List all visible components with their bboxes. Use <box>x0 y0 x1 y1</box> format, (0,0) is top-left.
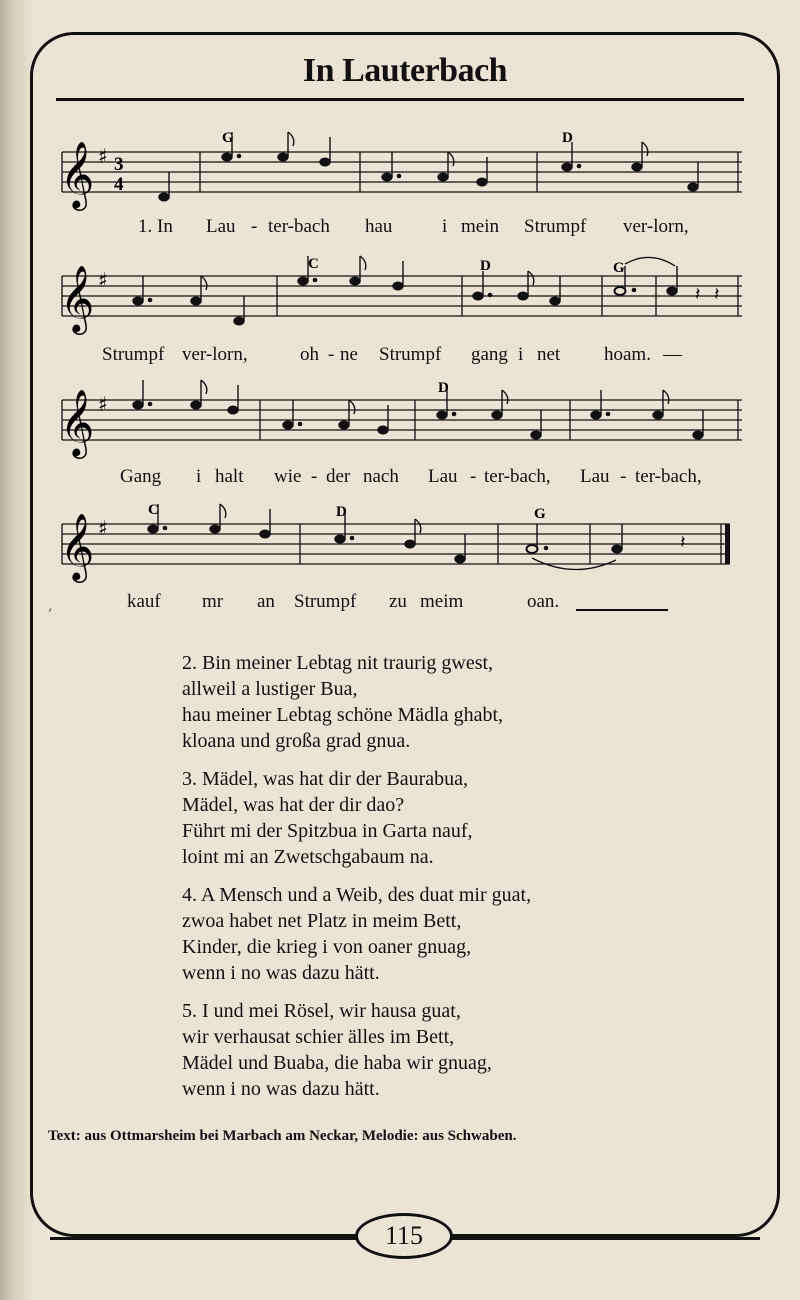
verse-line: wenn i no was dazu hätt. <box>182 1078 380 1100</box>
lyric-syllable: Strumpf <box>379 344 442 365</box>
note <box>222 153 232 161</box>
note <box>477 178 487 186</box>
lyric-syllable: - <box>328 344 335 365</box>
note <box>278 153 288 161</box>
chord-label: G <box>613 260 625 276</box>
lyric-syllable: ver-lorn, <box>623 216 689 237</box>
lyric-syllable: net <box>537 344 561 365</box>
lyric-syllable: i <box>518 344 524 365</box>
treble-clef-icon: 𝄞 <box>60 512 95 580</box>
treble-clef-icon: 𝄞 <box>60 388 95 456</box>
svg-text:𝄽: 𝄽 <box>714 284 720 305</box>
page-number-rule-right <box>448 1237 760 1240</box>
songbook-page <box>10 0 800 1300</box>
lyric-syllable: Gang <box>120 466 162 487</box>
stanzas <box>182 650 742 1114</box>
lyric-syllable: ne <box>340 344 358 365</box>
lyric-syllable: kauf <box>127 591 161 612</box>
lyric-syllable: ter-bach, <box>484 466 551 487</box>
chord-label: C <box>308 256 319 272</box>
lyric-syllable: der <box>326 466 351 487</box>
chord-label: G <box>534 506 546 522</box>
chord-label: D <box>336 504 347 520</box>
note <box>320 158 330 166</box>
lyric-syllable: Lau <box>428 466 458 487</box>
verse-line: 2. Bin meiner Lebtag nit traurig gwest, <box>182 652 494 674</box>
lyric-syllable: wie <box>274 466 302 487</box>
lyric-syllable: an <box>257 591 275 612</box>
song-title: In Lauterbach <box>302 52 508 89</box>
lyric-syllable: - <box>470 466 477 487</box>
lyric-syllable: Lau <box>206 216 236 237</box>
verse-line: kloana und großa grad gnua. <box>182 730 411 752</box>
staff-system-2 <box>50 252 750 342</box>
stanza-4 <box>182 882 742 986</box>
page-number-area <box>30 1213 780 1263</box>
stanza-2 <box>182 650 742 754</box>
stanza-5 <box>182 998 742 1102</box>
svg-text:♯: ♯ <box>98 392 108 416</box>
verse-line: 3. Mädel, was hat dir der Baurabua, <box>182 768 469 790</box>
verse-line: Kinder, die krieg i von oaner gnuag, <box>182 936 472 958</box>
note <box>562 163 572 171</box>
verse-line: wenn i no was dazu hätt. <box>182 962 380 984</box>
song-credit: Text: aus Ottmarsheim bei Marbach am Neckar, Melodie: aus Schwaben. <box>48 1128 517 1144</box>
verse-line: allweil a lustiger Bua, <box>182 678 358 700</box>
staff-system-4 <box>50 500 750 590</box>
lyric-syllable: nach <box>363 466 399 487</box>
verse-line: Mädel und Buaba, die haba wir gnuag, <box>182 1052 492 1074</box>
lyric-syllable: - <box>311 466 318 487</box>
svg-text:♯: ♯ <box>98 516 108 540</box>
chord-label: G <box>222 130 234 146</box>
lyric-syllable: halt <box>215 466 244 487</box>
lyric-syllable: Strumpf <box>102 344 165 365</box>
lyric-extender: — <box>663 344 682 365</box>
lyric-syllable: meim <box>420 591 464 612</box>
verse-line: 4. A Mensch und a Weib, des duat mir guat, <box>182 884 532 906</box>
page-number: 115 <box>355 1213 453 1259</box>
page-number-rule-left <box>50 1237 360 1240</box>
title-rule <box>56 98 744 101</box>
verse-line: zwoa habet net Platz in meim Bett, <box>182 910 462 932</box>
lyric-syllable: ver-lorn, <box>182 344 248 365</box>
svg-text:♯: ♯ <box>98 144 108 168</box>
lyric-syllable: - <box>620 466 627 487</box>
lyric-syllable: - <box>251 216 258 237</box>
lyric-syllable: gang <box>471 344 508 365</box>
note <box>382 173 392 181</box>
chord-label: D <box>562 130 573 146</box>
svg-text:𝄽: 𝄽 <box>680 532 686 553</box>
stanza-3 <box>182 766 742 870</box>
note <box>688 183 698 191</box>
note <box>632 163 642 171</box>
lyric-syllable: ter-bach <box>268 216 330 237</box>
staff-system-1 <box>50 128 750 218</box>
chord-label: D <box>438 380 449 396</box>
verse-line: 5. I und mei Rösel, wir hausa guat, <box>182 1000 461 1022</box>
chord-label: D <box>480 258 491 274</box>
lyric-syllable: oh <box>300 344 319 365</box>
lyric-syllable: mr <box>202 591 224 612</box>
verse-line: Mädel, was hat der dir dao? <box>182 794 405 816</box>
note <box>438 173 448 181</box>
lyric-syllable: Lau <box>580 466 610 487</box>
lyric-syllable: Strumpf <box>294 591 357 612</box>
lyric-syllable: oan. <box>527 591 560 612</box>
time-signature-bottom: 4 <box>114 174 124 195</box>
margin-mark: ‚ <box>48 598 53 614</box>
note <box>159 193 169 201</box>
treble-clef-icon: 𝄞 <box>60 140 95 208</box>
lyric-syllable: 1. In <box>138 216 173 237</box>
lyric-extender-line <box>576 609 668 611</box>
staff-system-3 <box>50 376 750 466</box>
lyric-syllable: hoam. <box>604 344 651 365</box>
verse-line: Führt mi der Spitzbua in Garta nauf, <box>182 820 473 842</box>
lyric-syllable: zu <box>389 591 407 612</box>
lyric-syllable: ter-bach, <box>635 466 702 487</box>
chord-label: C <box>148 502 159 518</box>
treble-clef-icon: 𝄞 <box>60 264 95 332</box>
lyric-syllable: mein <box>461 216 499 237</box>
verse-line: wir verhausat schier älles im Bett, <box>182 1026 455 1048</box>
time-signature-top: 3 <box>114 154 124 175</box>
lyric-syllable: i <box>196 466 202 487</box>
lyric-syllable: hau <box>365 216 393 237</box>
lyric-syllable: i <box>442 216 448 237</box>
verse-line: loint mi an Zwetschgabaum na. <box>182 846 434 868</box>
lyric-syllable: Strumpf <box>524 216 587 237</box>
svg-text:♯: ♯ <box>98 268 108 292</box>
verse-line: hau meiner Lebtag schöne Mädla ghabt, <box>182 704 503 726</box>
svg-text:𝄽: 𝄽 <box>695 284 701 305</box>
